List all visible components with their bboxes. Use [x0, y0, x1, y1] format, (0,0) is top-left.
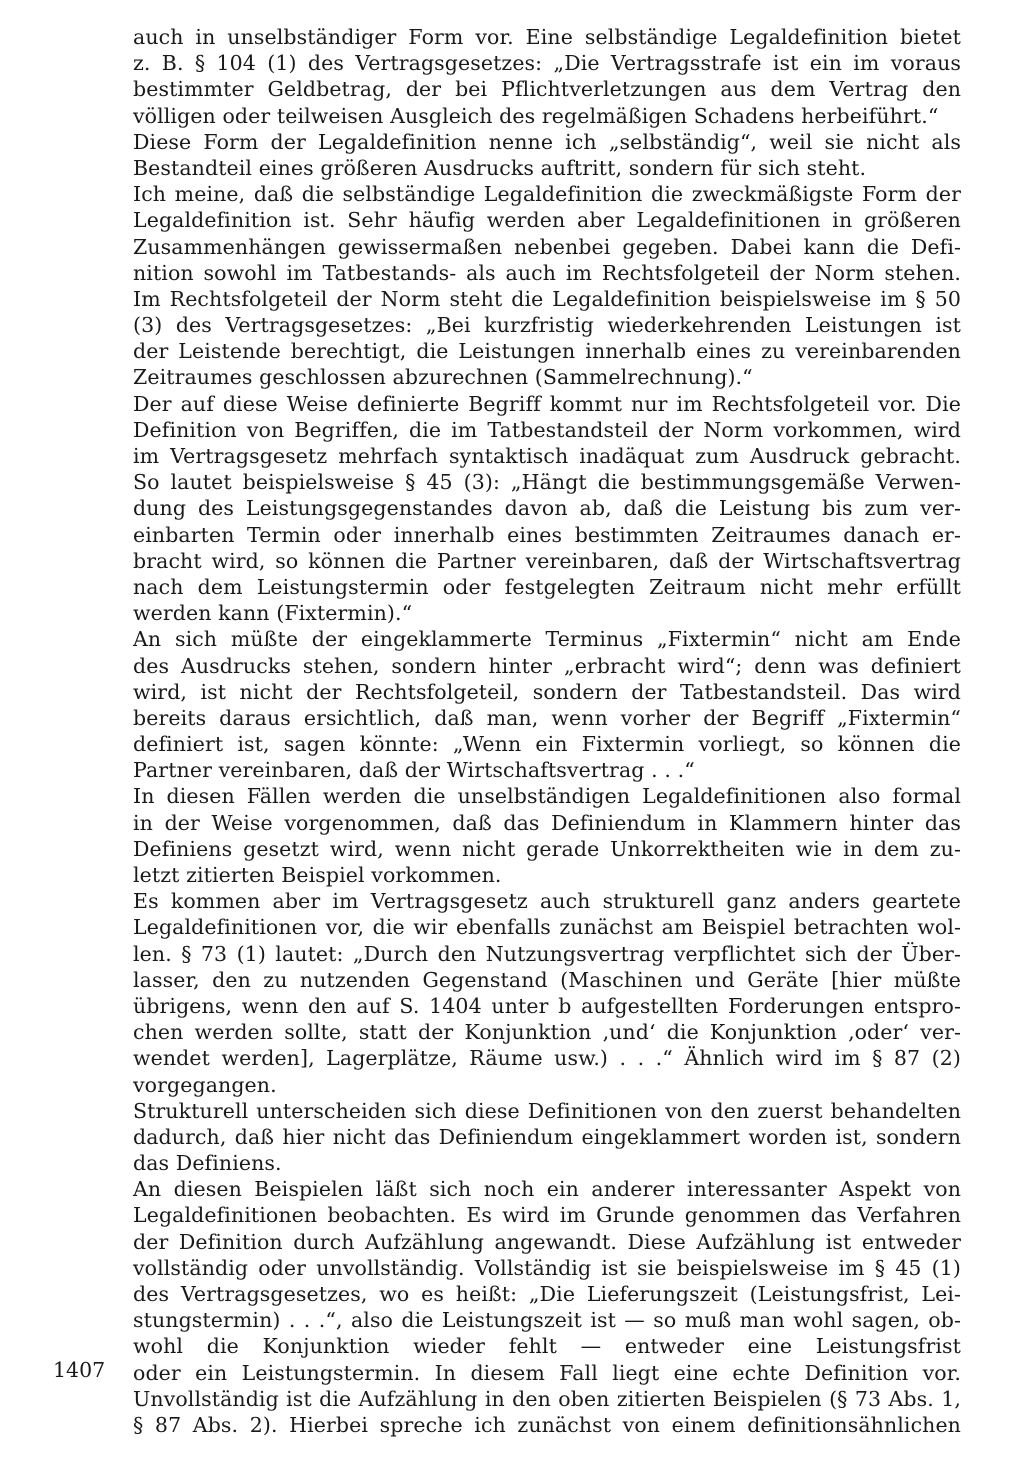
text-line: lasser, den zu nutzenden Gegenstand (Maschinen und Geräte [hier müßte — [133, 967, 961, 992]
text-line: auch in unselbständiger Form vor. Eine selbständige Legaldefinition bietet — [133, 25, 961, 49]
text-line: vollständig oder unvollständig. Vollständig ist sie beispielsweise im § 45 (1) — [133, 1255, 961, 1280]
text-line: letzt zitierten Beispiel vorkommen. — [133, 863, 502, 887]
text-line: Es kommen aber im Vertragsgesetz auch strukturell ganz anders geartete — [133, 889, 961, 914]
text-line: Zeitraumes geschlossen abzurechnen (Sammelrechnung).“ — [133, 365, 753, 390]
text-line: Legaldefinition ist. Sehr häufig werden aber Legaldefinitionen in größeren — [133, 208, 961, 233]
text-line: Definiens gesetzt wird, wenn nicht gerade Unkorrektheiten wie in dem zu- — [133, 836, 961, 861]
text-line: In diesen Fällen werden die unselbständigen Legaldefinitionen also formal — [133, 784, 961, 809]
text-line: in der Weise vorgenommen, daß das Definiendum in Klammern hinter das — [133, 810, 961, 835]
text-line: § 87 Abs. 2). Hierbei spreche ich zunächst von einem definitionsähnlichen — [133, 1412, 961, 1437]
text-line: wendet werden], Lagerplätze, Räume usw.) . . .“ Ähnlich wird im § 87 (2) — [133, 1046, 961, 1071]
text-line: nition sowohl im Tatbestands- als auch im Rechtsfolgeteil der Norm stehen. — [133, 260, 961, 285]
text-line: Der auf diese Weise definierte Begriff kommt nur im Rechtsfolgeteil vor. Die — [133, 391, 961, 416]
text-line: An diesen Beispielen läßt sich noch ein anderer interessanter Aspekt von — [133, 1177, 961, 1202]
text-line: Unvollständig ist die Aufzählung in den oben zitierten Beispielen (§ 73 Abs. 1, — [133, 1386, 961, 1411]
text-line: Legaldefinitionen beobachten. Es wird im Grunde genommen das Verfahren — [133, 1203, 961, 1228]
text-line: der Definition durch Aufzählung angewandt. Diese Aufzählung ist entweder — [133, 1229, 961, 1254]
text-line: das Definiens. — [133, 1151, 282, 1176]
text-line: len. § 73 (1) lautet: „Durch den Nutzungsvertrag verpflichtet sich der Über- — [133, 941, 961, 966]
text-line: bracht wird, so können die Partner vereinbaren, daß der Wirtschaftsvertrag — [133, 548, 961, 573]
text-line: der Leistende berechtigt, die Leistungen innerhalb eines zu vereinbarenden — [133, 339, 961, 364]
text-line: z. B. § 104 (1) des Vertragsgesetzes: „Die Vertragsstrafe ist ein im voraus — [133, 51, 961, 76]
text-line: einbarten Termin oder innerhalb eines bestimmten Zeitraumes danach er- — [133, 522, 961, 547]
text-line: vorgegangen. — [133, 1072, 277, 1097]
text-line: Definition von Begriffen, die im Tatbestandsteil der Norm vorkommen, wird — [133, 417, 961, 442]
text-line: völligen oder teilweisen Ausgleich des regelmäßigen Schadens herbeiführt.“ — [133, 103, 939, 128]
text-line: bereits daraus ersichtlich, daß man, wenn vorher der Begriff „Fixtermin“ — [133, 705, 961, 730]
text-line: des Vertragsgesetzes, wo es heißt: „Die Lieferungszeit (Leistungsfrist, Lei- — [133, 1282, 961, 1306]
text-line: bestimmter Geldbetrag, der bei Pflichtverletzungen aus dem Vertrag den — [133, 77, 961, 102]
text-line: Im Rechtsfolgeteil der Norm steht die Legaldefinition beispielsweise im § 50 — [133, 286, 961, 311]
text-line: nach dem Leistungstermin oder festgelegten Zeitraum nicht mehr erfüllt — [133, 574, 961, 599]
text-line: So lautet beispielsweise § 45 (3): „Hängt die bestimmungsgemäße Verwen- — [133, 470, 961, 495]
text-line: Partner vereinbaren, daß der Wirtschaftsvertrag . . .“ — [133, 758, 695, 783]
text-line: Strukturell unterscheiden sich diese Definitionen von den zuerst behandelten — [133, 1098, 961, 1123]
page-number: 1407 — [53, 1358, 106, 1382]
text-line: Legaldefinitionen vor, die wir ebenfalls zunächst am Beispiel betrachten wol- — [133, 915, 961, 940]
text-line: wohl die Konjunktion wieder fehlt — entweder eine Leistungsfrist — [133, 1334, 961, 1359]
text-line: Diese Form der Legaldefinition nenne ich „selbständig“, weil sie nicht als — [133, 129, 961, 154]
text-line: An sich müßte der eingeklammerte Terminus „Fixtermin“ nicht am Ende — [133, 627, 961, 652]
text-line: wird, ist nicht der Rechtsfolgeteil, sondern der Tatbestandsteil. Das wird — [133, 679, 961, 704]
text-line: des Ausdrucks stehen, sondern hinter „erbracht wird“; denn was definiert — [133, 653, 961, 678]
text-line: stungstermin) . . .“, also die Leistungszeit ist — so muß man wohl sagen, ob- — [133, 1308, 961, 1333]
text-line: Bestandteil eines größeren Ausdrucks auftritt, sondern für sich steht. — [133, 155, 867, 180]
text-line: werden kann (Fixtermin).“ — [133, 601, 413, 626]
text-line: dadurch, daß hier nicht das Definiendum eingeklammert worden ist, sondern — [133, 1124, 961, 1149]
text-line: Zusammenhängen gewissermaßen nebenbei gegeben. Dabei kann die Defi- — [133, 234, 961, 259]
text-line: Ich meine, daß die selbständige Legaldefinition die zweckmäßigste Form der — [133, 182, 961, 207]
text-line: im Vertragsgesetz mehrfach syntaktisch inadäquat zum Ausdruck gebracht. — [133, 444, 961, 468]
text-line: übrigens, wenn den auf S. 1404 unter b aufgestellten Forderungen entspro- — [133, 993, 961, 1018]
text-line: definiert ist, sagen könnte: „Wenn ein Fixtermin vorliegt, so können die — [133, 732, 961, 757]
text-line: (3) des Vertragsgesetzes: „Bei kurzfristig wiederkehrenden Leistungen ist — [133, 313, 961, 338]
text-line: oder ein Leistungstermin. In diesem Fall liegt eine echte Definition vor. — [133, 1360, 961, 1385]
text-line: dung des Leistungsgegenstandes davon ab, daß die Leistung bis zum ver- — [133, 496, 961, 521]
body-text — [133, 24, 961, 1438]
text-line: chen werden sollte, statt der Konjunktion ‚und‘ die Konjunktion ‚oder‘ ver- — [133, 1020, 961, 1045]
